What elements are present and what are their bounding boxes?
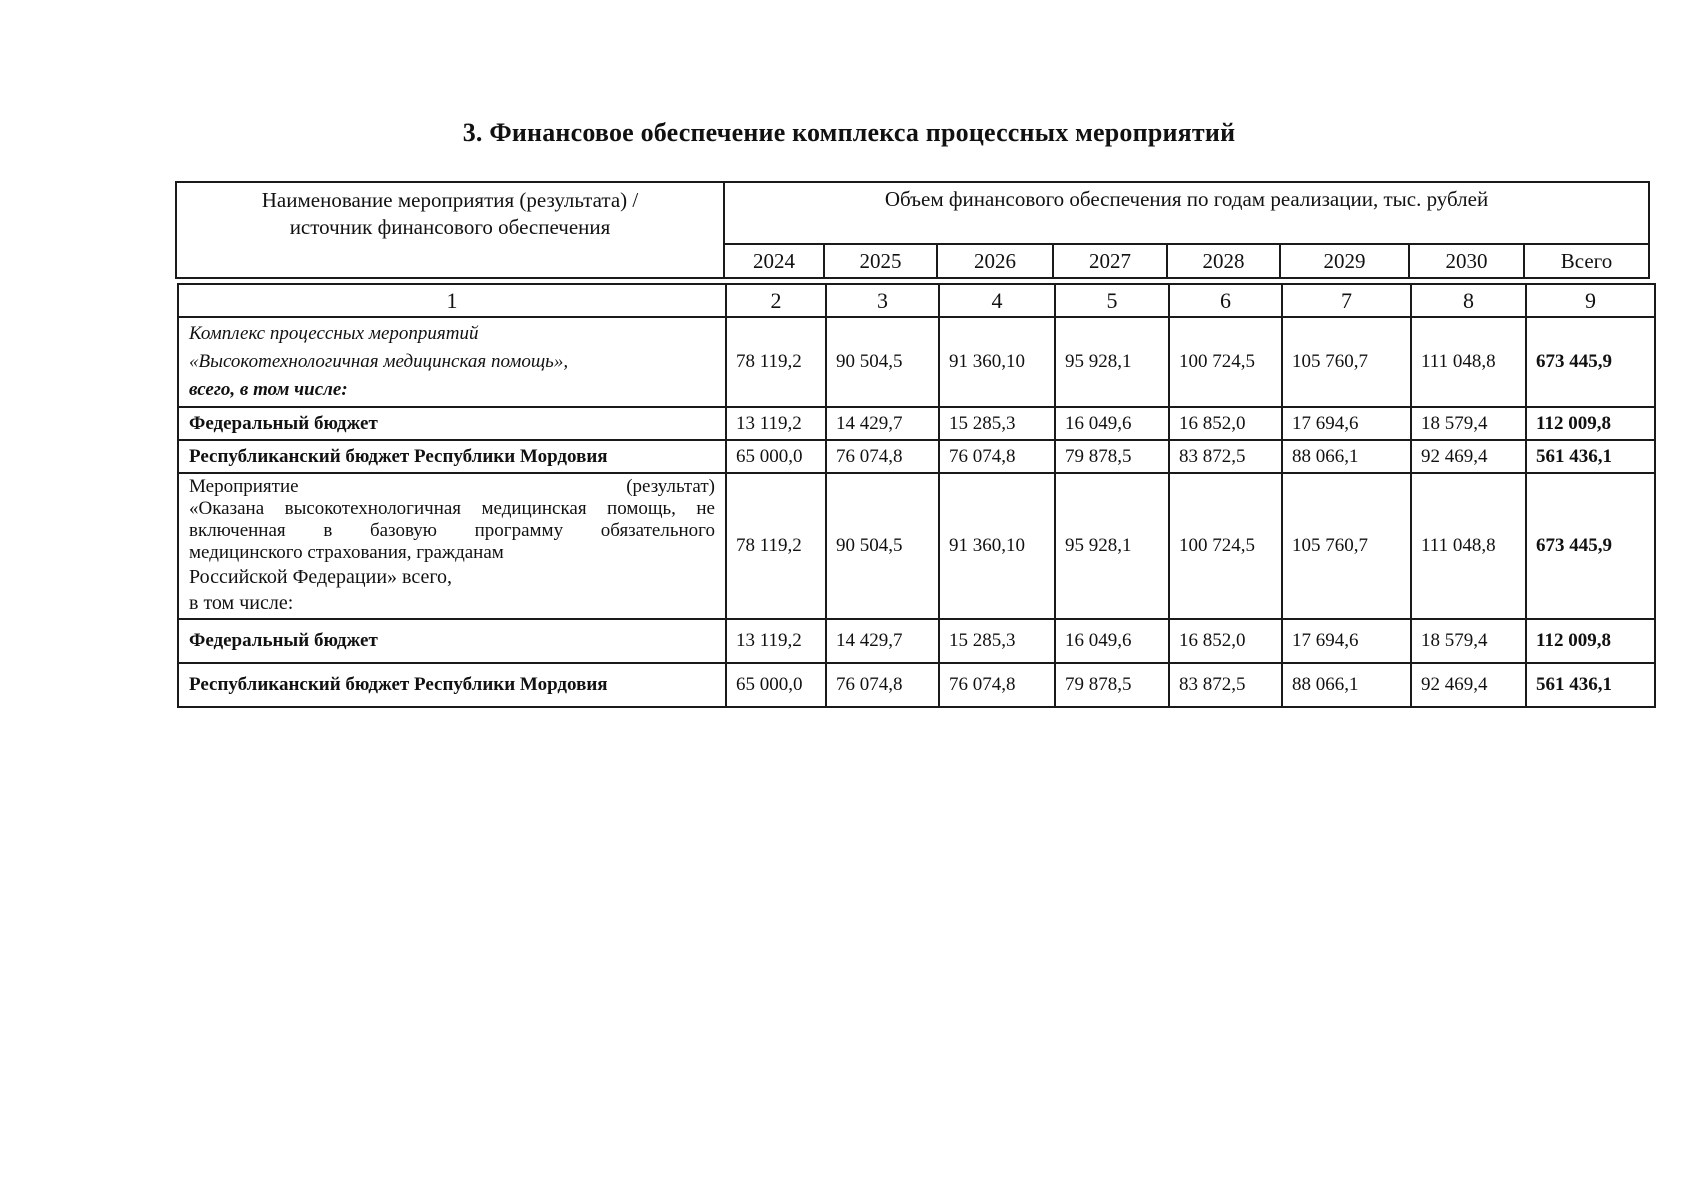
table-row: [178, 317, 1655, 407]
value-cell: 92 469,4: [1411, 440, 1526, 473]
column-number: 5: [1055, 284, 1169, 317]
value-cell: 15 285,3: [939, 619, 1055, 663]
value-cell: 92 469,4: [1411, 663, 1526, 707]
value-cell: 83 872,5: [1169, 440, 1282, 473]
value-cell: 14 429,7: [826, 619, 939, 663]
column-number-row: [178, 284, 1655, 317]
row-label-line: Мероприятие (результат): [189, 476, 715, 497]
value-cell: 76 074,8: [939, 663, 1055, 707]
value-cell: 76 074,8: [826, 440, 939, 473]
value-cell: 16 852,0: [1169, 619, 1282, 663]
header-name-line1: Наименование мероприятия (результата) /: [261, 188, 639, 212]
column-number: 6: [1169, 284, 1282, 317]
total-cell: 673 445,9: [1526, 473, 1655, 619]
value-cell: 90 504,5: [826, 473, 939, 619]
column-number: 4: [939, 284, 1055, 317]
total-cell: 561 436,1: [1526, 663, 1655, 707]
header-volume-caption: Объем финансового обеспечения по годам реализации, тыс. рублей: [724, 182, 1649, 244]
value-cell: 13 119,2: [726, 619, 826, 663]
row-label-line: всего, в том числе:: [189, 379, 348, 400]
value-cell: 65 000,0: [726, 663, 826, 707]
row-label: Федеральный бюджет: [178, 619, 726, 663]
value-cell: 100 724,5: [1169, 317, 1282, 407]
header-year-2026: 2026: [937, 244, 1053, 278]
row-label-line: Российской Федерации» всего,: [189, 566, 453, 588]
row-label-line: «Оказана высокотехнологичная медицинская помощь, не: [189, 498, 715, 519]
value-cell: 15 285,3: [939, 407, 1055, 440]
header-year-2025: 2025: [824, 244, 937, 278]
row-label-line: «Высокотехнологичная медицинская помощь»,: [189, 351, 569, 372]
value-cell: 95 928,1: [1055, 473, 1169, 619]
document-title: 3. Финансовое обеспечение комплекса процессных мероприятий: [462, 118, 1236, 147]
header-table: [175, 181, 1650, 279]
value-cell: 16 049,6: [1055, 619, 1169, 663]
column-number: 7: [1282, 284, 1411, 317]
total-cell: 112 009,8: [1526, 407, 1655, 440]
value-cell: 79 878,5: [1055, 440, 1169, 473]
financing-table: [177, 283, 1656, 708]
value-cell: 17 694,6: [1282, 407, 1411, 440]
header-year-2027: 2027: [1053, 244, 1167, 278]
row-label-line: в том числе:: [189, 592, 294, 614]
value-cell: 78 119,2: [726, 317, 826, 407]
table-row: [178, 663, 1655, 707]
row-label: Республиканский бюджет Республики Мордовия: [178, 663, 726, 707]
value-cell: 13 119,2: [726, 407, 826, 440]
header-year-2030: 2030: [1409, 244, 1524, 278]
value-cell: 88 066,1: [1282, 440, 1411, 473]
value-cell: 18 579,4: [1411, 619, 1526, 663]
table-row: [178, 473, 1655, 619]
column-number: 3: [826, 284, 939, 317]
value-cell: 111 048,8: [1411, 317, 1526, 407]
table-row: [178, 619, 1655, 663]
row-label: [178, 473, 726, 619]
value-cell: 76 074,8: [826, 663, 939, 707]
row-label-line: Комплекс процессных мероприятий: [189, 323, 479, 344]
row-label: Федеральный бюджет: [178, 407, 726, 440]
header-year-2028: 2028: [1167, 244, 1280, 278]
table-row: [178, 440, 1655, 473]
value-cell: 83 872,5: [1169, 663, 1282, 707]
header-name-column: [176, 182, 724, 278]
row-label: [178, 317, 726, 407]
value-cell: 95 928,1: [1055, 317, 1169, 407]
value-cell: 14 429,7: [826, 407, 939, 440]
row-label-line: включенная в базовую программу обязательного: [189, 520, 715, 541]
header-year-2029: 2029: [1280, 244, 1409, 278]
value-cell: 90 504,5: [826, 317, 939, 407]
value-cell: 16 049,6: [1055, 407, 1169, 440]
value-cell: 17 694,6: [1282, 619, 1411, 663]
total-cell: 673 445,9: [1526, 317, 1655, 407]
value-cell: 105 760,7: [1282, 317, 1411, 407]
column-number: 2: [726, 284, 826, 317]
value-cell: 18 579,4: [1411, 407, 1526, 440]
value-cell: 79 878,5: [1055, 663, 1169, 707]
table-row: [178, 407, 1655, 440]
value-cell: 111 048,8: [1411, 473, 1526, 619]
value-cell: 91 360,10: [939, 317, 1055, 407]
total-cell: 561 436,1: [1526, 440, 1655, 473]
value-cell: 78 119,2: [726, 473, 826, 619]
header-total: Всего: [1524, 244, 1649, 278]
value-cell: 100 724,5: [1169, 473, 1282, 619]
row-label-line: медицинского страхования, гражданам: [189, 542, 504, 563]
value-cell: 76 074,8: [939, 440, 1055, 473]
value-cell: 105 760,7: [1282, 473, 1411, 619]
value-cell: 16 852,0: [1169, 407, 1282, 440]
column-number: 1: [178, 284, 726, 317]
value-cell: 88 066,1: [1282, 663, 1411, 707]
column-number: 8: [1411, 284, 1526, 317]
column-number: 9: [1526, 284, 1655, 317]
total-cell: 112 009,8: [1526, 619, 1655, 663]
value-cell: 65 000,0: [726, 440, 826, 473]
row-label: Республиканский бюджет Республики Мордовия: [178, 440, 726, 473]
value-cell: 91 360,10: [939, 473, 1055, 619]
header-name-line2: источник финансового обеспечения: [289, 215, 611, 239]
header-year-2024: 2024: [724, 244, 824, 278]
